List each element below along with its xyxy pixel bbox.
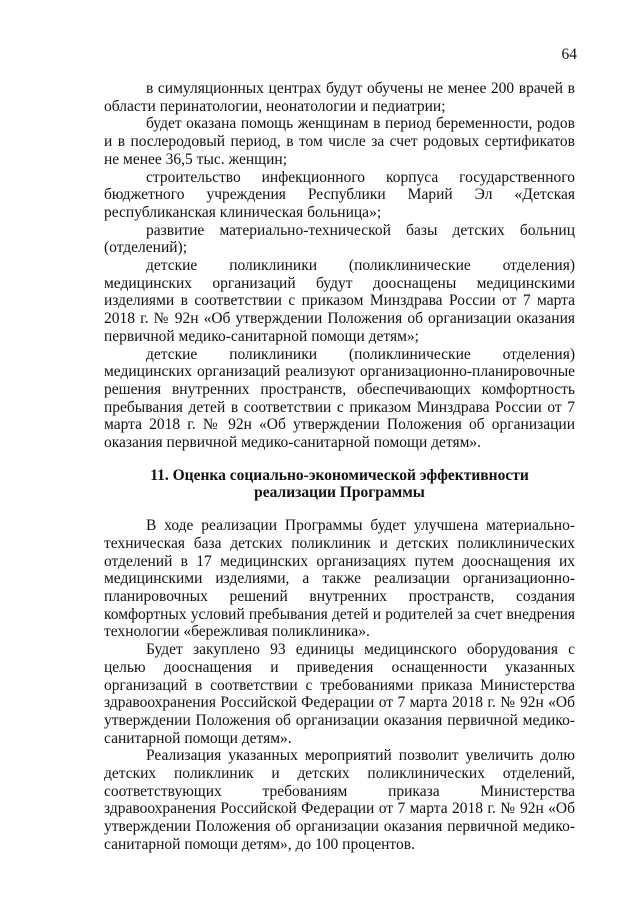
paragraph-simulation-centers: в симуляционных центрах будут обучены не менее 200 врачей в области перинатологии, неонатологии и педиатрии; [104, 80, 575, 115]
page-body [104, 80, 575, 854]
paragraph-compliance-share: Реализация указанных мероприятий позволит увеличить долю детских поликлиник и детских поликлинических отделений, соответствующих требованиям приказа Министерства здравоохранения Российской Федерации от 7 марта 2018 г. № 92н «Об утверждении Положения об организации оказания первичной медико-санитарной помощи детям», до 100 процентов. [104, 747, 575, 853]
page-number: 64 [561, 46, 577, 63]
section-heading [104, 467, 575, 502]
paragraph-program-outcome: В ходе реализации Программы будет улучшена материально-техническая база детских поликлиник и детских поликлинических отделений в 17 медицинских организациях путем дооснащения их медицинскими изделиями, а также реализации организационно-планировочных решений внутренних пространств, создания комфортных условий пребывания детей и родителей за счет внедрения технологии «бережливая поликлиника». [104, 517, 575, 641]
paragraph-polyclinic-planning: детские поликлиники (поликлинические отделения) медицинских организаций реализуют организационно-планировочные решения внутренних пространств, обеспечивающих комфортность пребывания детей в соответствии с приказом Минздрава России от 7 марта 2018 г. № 92н «Об утверждении Положения об организации оказания первичной медико-санитарной помощи детям». [104, 345, 575, 452]
paragraph-equipment-purchase: Будет закуплено 93 единицы медицинского оборудования с целью дооснащения и приведения оснащенности указанных организаций в соответствии с требованиями приказа Министерства здравоохранения Российской Федерации от 7 марта 2018 г. № 92н «Об утверждении Положения об организации оказания первичной медико-санитарной помощи детям». [104, 641, 575, 747]
paragraph-polyclinic-equipment: детские поликлиники (поликлинические отделения) медицинских организаций будут дооснащены медицинскими изделиями в соответствии с приказом Минздрава России от 7 марта 2018 г. № 92н «Об утверждении Положения об организации оказания первичной медико-санитарной помощи детям»; [104, 257, 575, 345]
paragraph-infection-building: строительство инфекционного корпуса государственного бюджетного учреждения Республики Марий Эл «Детская республиканская клиническая больница»; [104, 168, 575, 221]
paragraph-hospital-development: развитие материально-технической базы детских больниц (отделений); [104, 221, 575, 257]
section-heading-line-1: 11. Оценка социально-экономической эффективности [150, 466, 529, 484]
paragraph-maternity-assistance: будет оказана помощь женщинам в период беременности, родов и в послеродовый период, в том числе за счет родовых сертификатов не менее 36,5 тыс. женщин; [104, 115, 575, 168]
section-heading-line-2: реализации Программы [254, 484, 425, 502]
